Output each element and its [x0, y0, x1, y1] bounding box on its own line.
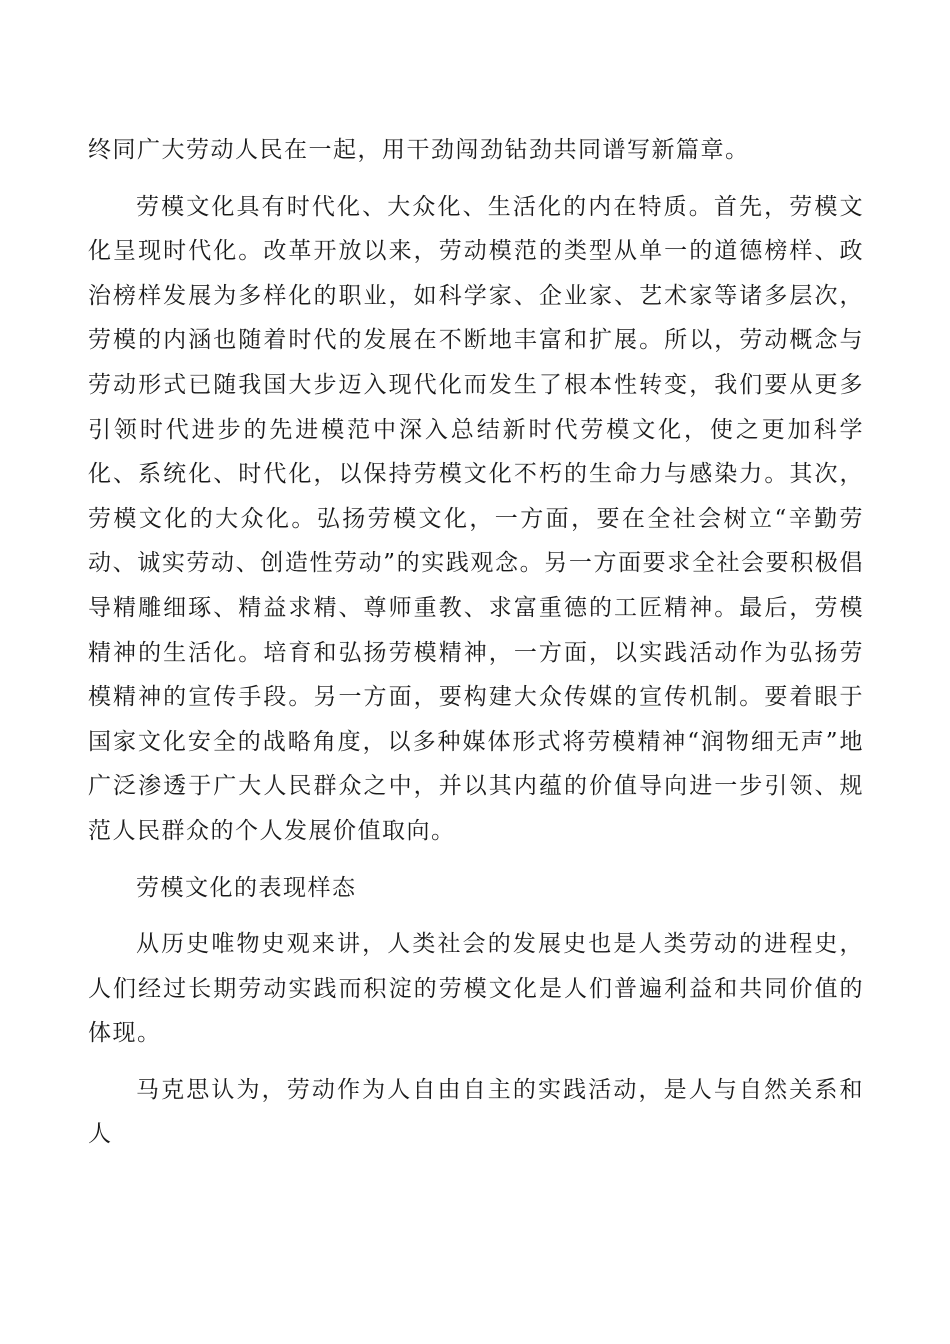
section-heading: 劳模文化的表现样态: [136, 874, 357, 901]
paragraph-continuation: 终同广大劳动人民在一起，用干劲闯劲钻劲共同谱写新篇章。: [88, 137, 750, 163]
paragraph-historical-materialism: 从历史唯物史观来讲，人类社会的发展史也是人类劳动的进程史，人们经过长期劳动实践而积淀的劳模文化是人们普遍利益和共同价值的体现。: [88, 931, 864, 1047]
paragraph-labor-model-culture-traits: 劳模文化具有时代化、大众化、生活化的内在特质。首先，劳模文化呈现时代化。改革开放以来，劳动模范的类型从单一的道德榜样、政治榜样发展为多样化的职业，如科学家、企业家、艺术家等诸多层次，劳模的内涵也随着时代的发展在不断地丰富和扩展。所以，劳动概念与劳动形式已随我国大步迈入现代化而发生了根本性转变，我们要从更多引领时代进步的先进模范中深入总结新时代劳模文化，使之更加科学化、系统化、时代化，以保持劳模文化不朽的生命力与感染力。其次，劳模文化的大众化。弘扬劳模文化，一方面，要在全社会树立“辛勤劳动、诚实劳动、创造性劳动”的实践观念。另一方面要求全社会要积极倡导精雕细琢、精益求精、尊师重教、求富重德的工匠精神。最后，劳模精神的生活化。培育和弘扬劳模精神，一方面，以实践活动作为弘扬劳模精神的宣传手段。另一方面，要构建大众传媒的宣传机制。要着眼于国家文化安全的战略角度，以多种媒体形式将劳模精神“润物细无声”地广泛渗透于广大人民群众之中，并以其内蕴的价值导向进一步引领、规范人民群众的个人发展价值取向。: [88, 193, 864, 844]
paragraph-marx: 马克思认为，劳动作为人自由自主的实践活动，是人与自然关系和人: [88, 1076, 864, 1148]
document-body: [88, 128, 864, 1157]
